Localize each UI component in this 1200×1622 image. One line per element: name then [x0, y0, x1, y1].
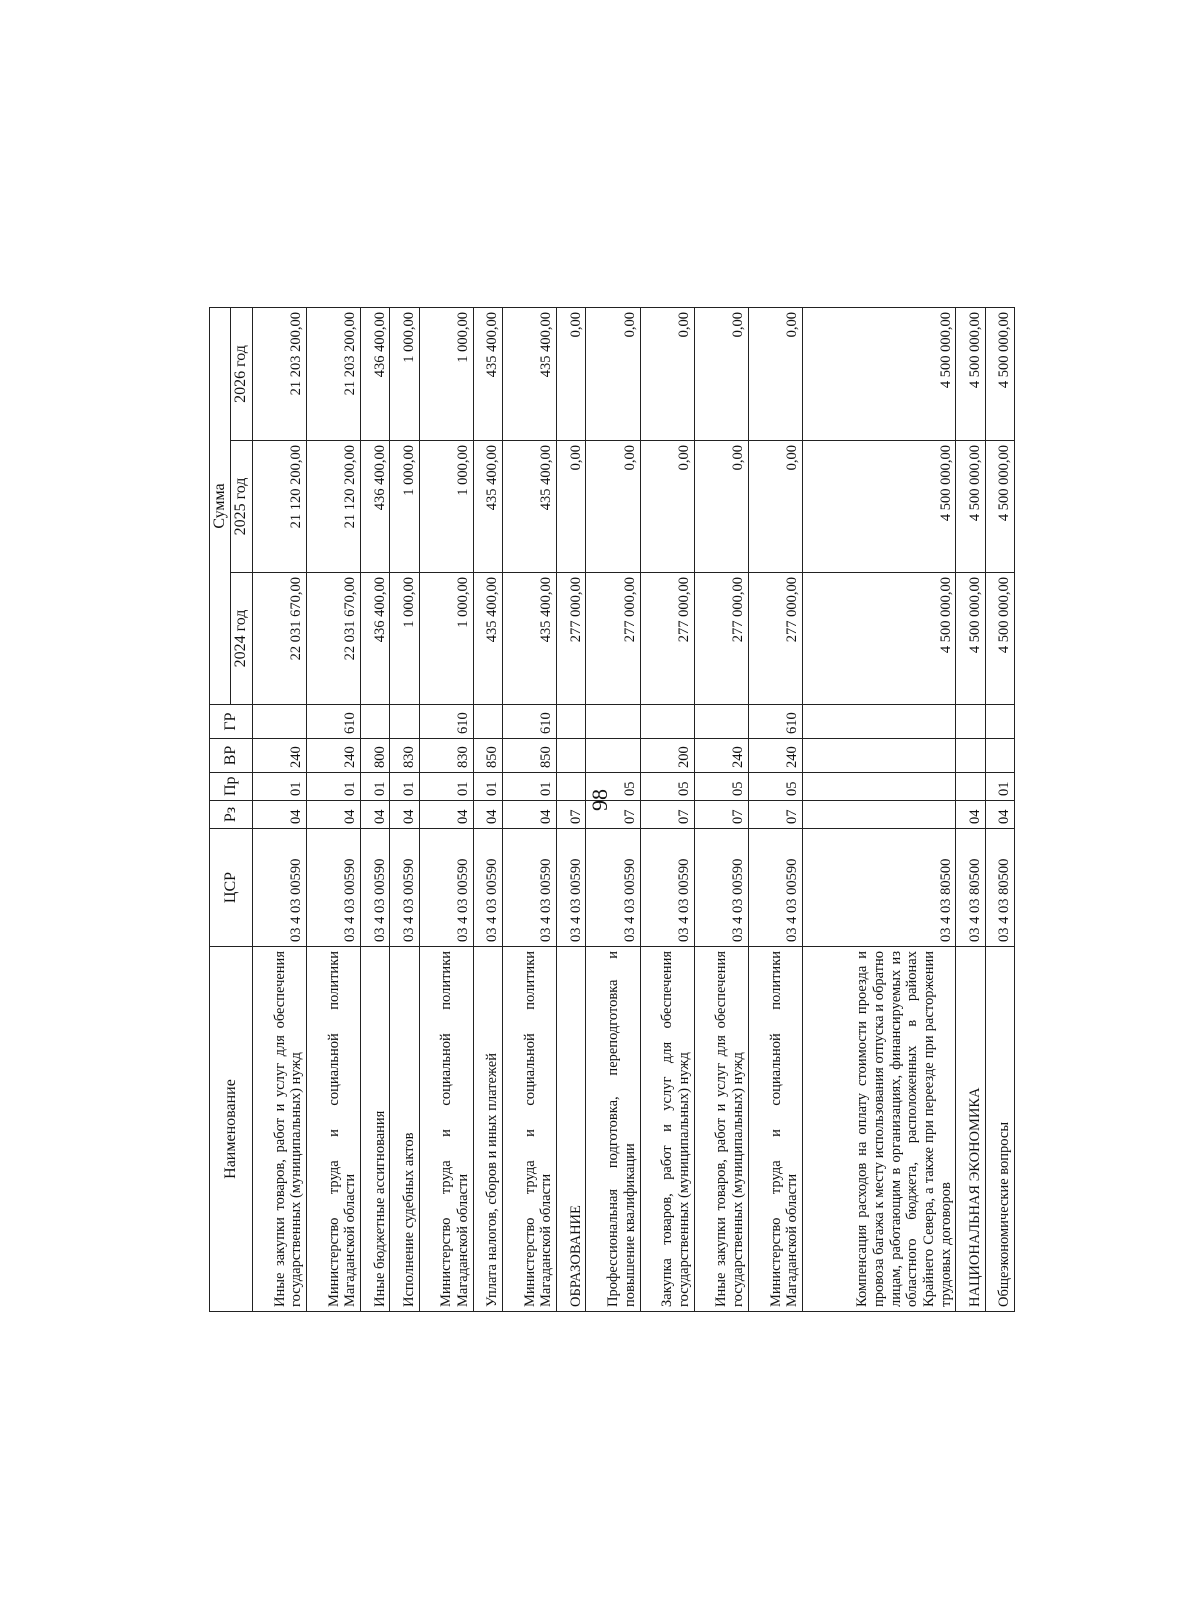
table-row [361, 307, 390, 1311]
cell-2026: 0,00 [748, 307, 802, 440]
page-number: 98 [587, 789, 612, 811]
cell-gr [586, 705, 640, 739]
header-vr: ВР [210, 739, 253, 773]
table-row [390, 307, 419, 1311]
cell-name: Компенсация расходов на оплату стоимости проезда и провоза багажа к месту использования отпуска и обратно лицам, работающим в организациях, финансируемых из областного бюджета, расположенных в районах Крайнего Севера, а также при переезде при расторжении трудовых договоров [802, 947, 955, 1312]
cell-gr [252, 705, 306, 739]
rotated-table-wrapper [209, 308, 1015, 1312]
cell-csr: 03 4 03 00590 [694, 829, 748, 947]
cell-name: Профессиональная подготовка, переподготовка и повышение квалификации [586, 947, 640, 1312]
cell-csr: 03 4 03 00590 [503, 829, 557, 947]
cell-name: Министерство труда и социальной политики Магаданской области [503, 947, 557, 1312]
cell-vr: 200 [640, 739, 694, 773]
cell-name: НАЦИОНАЛЬНАЯ ЭКОНОМИКА [956, 947, 985, 1312]
cell-pr [557, 773, 586, 801]
header-2024: 2024 год [231, 573, 252, 705]
budget-table [209, 307, 1015, 1312]
table-row [306, 307, 360, 1311]
cell-vr [802, 739, 955, 773]
cell-2025: 21 120 200,00 [252, 441, 306, 573]
cell-rz: 04 [306, 801, 360, 829]
cell-rz: 07 [586, 801, 640, 829]
cell-name: Закупка товаров, работ и услуг для обеспечения государственных (муниципальных) нужд [640, 947, 694, 1312]
cell-name: ОБРАЗОВАНИЕ [557, 947, 586, 1312]
cell-pr: 01 [473, 773, 502, 801]
cell-name: Министерство труда и социальной политики Магаданской области [419, 947, 473, 1312]
cell-gr [557, 705, 586, 739]
cell-pr: 05 [748, 773, 802, 801]
cell-2026: 21 203 200,00 [252, 307, 306, 440]
cell-rz: 04 [252, 801, 306, 829]
cell-gr [985, 705, 1014, 739]
cell-vr [956, 739, 985, 773]
cell-rz: 04 [503, 801, 557, 829]
cell-gr: 610 [503, 705, 557, 739]
table-body [252, 307, 1014, 1311]
cell-2024: 4 500 000,00 [802, 573, 955, 705]
cell-2025: 435 400,00 [473, 441, 502, 573]
cell-gr [640, 705, 694, 739]
cell-rz: 07 [557, 801, 586, 829]
cell-2025: 1 000,00 [390, 441, 419, 573]
cell-2024: 435 400,00 [503, 573, 557, 705]
cell-rz: 07 [640, 801, 694, 829]
cell-2024: 277 000,00 [640, 573, 694, 705]
table-row [557, 307, 586, 1311]
cell-2025: 4 500 000,00 [985, 441, 1014, 573]
cell-2026: 0,00 [557, 307, 586, 440]
cell-gr: 610 [306, 705, 360, 739]
cell-2025: 435 400,00 [503, 441, 557, 573]
cell-pr: 01 [419, 773, 473, 801]
cell-2024: 277 000,00 [557, 573, 586, 705]
cell-csr: 03 4 03 00590 [557, 829, 586, 947]
cell-vr [557, 739, 586, 773]
cell-vr [985, 739, 1014, 773]
cell-pr [956, 773, 985, 801]
cell-2024: 1 000,00 [419, 573, 473, 705]
cell-2026: 1 000,00 [390, 307, 419, 440]
cell-gr [956, 705, 985, 739]
cell-2025: 4 500 000,00 [956, 441, 985, 573]
cell-2026: 21 203 200,00 [306, 307, 360, 440]
cell-csr: 03 4 03 00590 [390, 829, 419, 947]
table-row [586, 307, 640, 1311]
cell-rz: 04 [361, 801, 390, 829]
cell-vr: 830 [419, 739, 473, 773]
cell-2025: 21 120 200,00 [306, 441, 360, 573]
cell-csr: 03 4 03 00590 [306, 829, 360, 947]
cell-pr [802, 773, 955, 801]
cell-2026: 0,00 [694, 307, 748, 440]
cell-rz: 04 [985, 801, 1014, 829]
table-row [640, 307, 694, 1311]
cell-2024: 4 500 000,00 [956, 573, 985, 705]
cell-pr: 05 [640, 773, 694, 801]
header-pr: Пр [210, 773, 253, 801]
cell-name: Общеэкономические вопросы [985, 947, 1014, 1312]
cell-csr: 03 4 03 00590 [640, 829, 694, 947]
cell-vr: 830 [390, 739, 419, 773]
cell-name: Иные закупки товаров, работ и услуг для обеспечения государственных (муниципальных) нужд [252, 947, 306, 1312]
cell-csr: 03 4 03 00590 [419, 829, 473, 947]
cell-2026: 0,00 [640, 307, 694, 440]
cell-name: Министерство труда и социальной политики Магаданской области [306, 947, 360, 1312]
cell-rz: 04 [473, 801, 502, 829]
cell-name: Иные бюджетные ассигнования [361, 947, 390, 1312]
cell-2025: 4 500 000,00 [802, 441, 955, 573]
cell-csr: 03 4 03 00590 [361, 829, 390, 947]
cell-2024: 277 000,00 [694, 573, 748, 705]
cell-name: Уплата налогов, сборов и иных платежей [473, 947, 502, 1312]
cell-2026: 4 500 000,00 [985, 307, 1014, 440]
cell-csr: 03 4 03 00590 [473, 829, 502, 947]
cell-gr: 610 [419, 705, 473, 739]
table-row [748, 307, 802, 1311]
cell-2026: 435 400,00 [473, 307, 502, 440]
cell-csr: 03 4 03 00590 [748, 829, 802, 947]
cell-rz: 07 [748, 801, 802, 829]
cell-2024: 4 500 000,00 [985, 573, 1014, 705]
table-row [473, 307, 502, 1311]
cell-vr: 800 [361, 739, 390, 773]
cell-rz: 04 [419, 801, 473, 829]
cell-gr: 610 [748, 705, 802, 739]
cell-csr: 03 4 03 00590 [252, 829, 306, 947]
cell-name: Иные закупки товаров, работ и услуг для обеспечения государственных (муниципальных) нужд [694, 947, 748, 1312]
cell-gr [802, 705, 955, 739]
cell-pr: 01 [252, 773, 306, 801]
table-row [252, 307, 306, 1311]
header-sum: Сумма [210, 307, 231, 704]
cell-csr: 03 4 03 80500 [985, 829, 1014, 947]
cell-2025: 0,00 [748, 441, 802, 573]
cell-vr [586, 739, 640, 773]
cell-gr [473, 705, 502, 739]
cell-csr: 03 4 03 80500 [956, 829, 985, 947]
cell-vr: 850 [503, 739, 557, 773]
cell-2025: 0,00 [640, 441, 694, 573]
cell-pr: 01 [390, 773, 419, 801]
cell-2025: 0,00 [586, 441, 640, 573]
table-row [985, 307, 1014, 1311]
cell-2026: 4 500 000,00 [802, 307, 955, 440]
header-row-1 [210, 307, 231, 1311]
cell-2026: 0,00 [586, 307, 640, 440]
cell-2025: 0,00 [557, 441, 586, 573]
cell-pr: 01 [985, 773, 1014, 801]
cell-gr [390, 705, 419, 739]
cell-2024: 22 031 670,00 [306, 573, 360, 705]
cell-rz: 04 [956, 801, 985, 829]
cell-gr [361, 705, 390, 739]
cell-rz: 04 [390, 801, 419, 829]
cell-vr: 850 [473, 739, 502, 773]
header-2026: 2026 год [231, 307, 252, 440]
table-row [694, 307, 748, 1311]
cell-pr: 01 [503, 773, 557, 801]
cell-pr: 01 [306, 773, 360, 801]
cell-vr: 240 [252, 739, 306, 773]
cell-pr: 05 [694, 773, 748, 801]
cell-2026: 436 400,00 [361, 307, 390, 440]
header-gr: ГР [210, 705, 253, 739]
cell-2025: 1 000,00 [419, 441, 473, 573]
cell-2024: 435 400,00 [473, 573, 502, 705]
cell-vr: 240 [748, 739, 802, 773]
cell-2024: 436 400,00 [361, 573, 390, 705]
cell-2025: 0,00 [694, 441, 748, 573]
cell-gr [694, 705, 748, 739]
table-row [419, 307, 473, 1311]
cell-2024: 277 000,00 [586, 573, 640, 705]
cell-name: Исполнение судебных актов [390, 947, 419, 1312]
cell-2024: 1 000,00 [390, 573, 419, 705]
table-row [503, 307, 557, 1311]
cell-2026: 435 400,00 [503, 307, 557, 440]
table-row [956, 307, 985, 1311]
cell-vr: 240 [694, 739, 748, 773]
cell-2026: 1 000,00 [419, 307, 473, 440]
cell-vr: 240 [306, 739, 360, 773]
cell-pr: 05 [586, 773, 640, 801]
header-name: Наименование [210, 947, 253, 1312]
cell-2025: 436 400,00 [361, 441, 390, 573]
cell-csr: 03 4 03 00590 [586, 829, 640, 947]
cell-2024: 277 000,00 [748, 573, 802, 705]
cell-pr: 01 [361, 773, 390, 801]
cell-2026: 4 500 000,00 [956, 307, 985, 440]
cell-rz [802, 801, 955, 829]
cell-name: Министерство труда и социальной политики Магаданской области [748, 947, 802, 1312]
header-rz: Рз [210, 801, 253, 829]
cell-rz: 07 [694, 801, 748, 829]
cell-csr: 03 4 03 80500 [802, 829, 955, 947]
cell-2024: 22 031 670,00 [252, 573, 306, 705]
table-row [802, 307, 955, 1311]
header-2025: 2025 год [231, 441, 252, 573]
header-csr: ЦСР [210, 829, 253, 947]
